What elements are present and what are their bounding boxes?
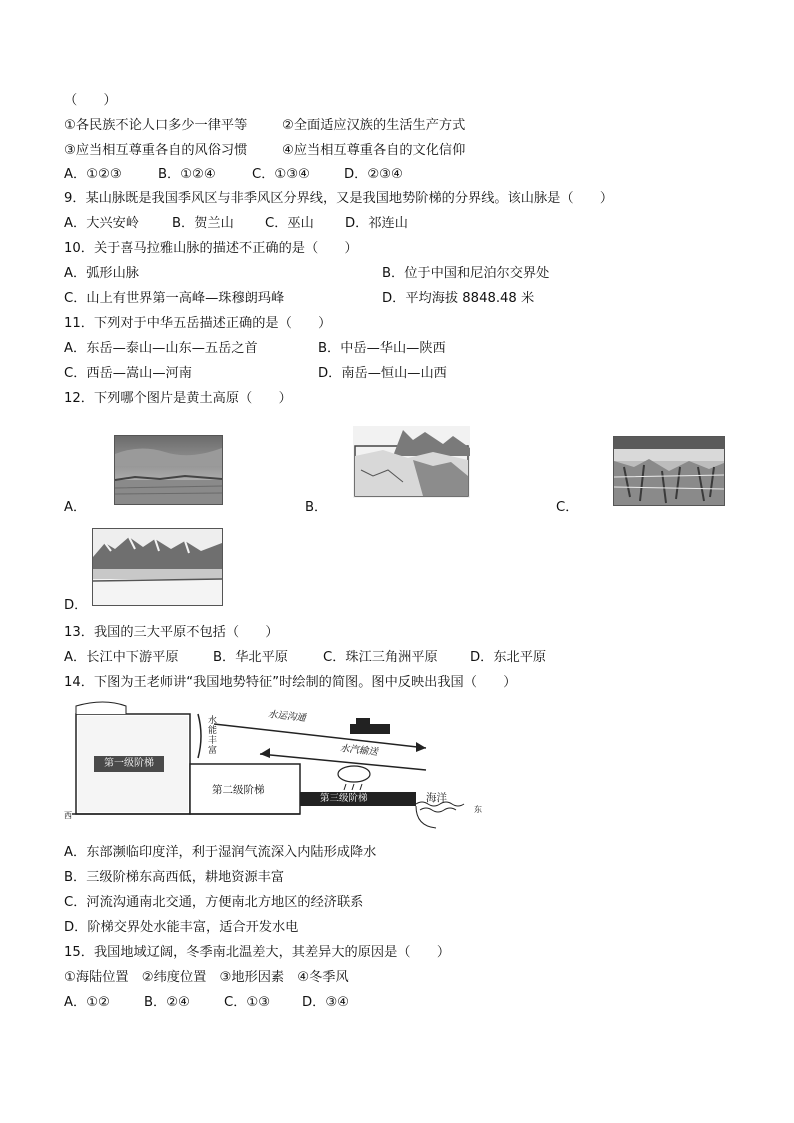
q14-label-river: 水运沟通 <box>267 709 307 724</box>
q12-label-b: B． <box>305 500 328 515</box>
q8-statement-3: ③应当相互尊重各自的风俗习惯 <box>64 143 248 158</box>
q10-stem: 10．关于喜马拉雅山脉的描述不正确的是（ ） <box>64 241 358 256</box>
q15-factors: ①海陆位置 ②纬度位置 ③地形因素 ④冬季风 <box>64 970 349 985</box>
q14-option-c: C．河流沟通南北交通，方便南北方地区的经济联系 <box>64 895 364 910</box>
q14-label-step1: 第一级阶梯 <box>104 758 154 769</box>
q14-option-d: D．阶梯交界处水能丰富，适合开发水电 <box>64 920 299 935</box>
q13-option-b: B．华北平原 <box>213 650 288 665</box>
q14-label-ocean: 海洋 <box>426 792 447 804</box>
q8-statement-4: ④应当相互尊重各自的文化信仰 <box>282 143 466 158</box>
q14-stem: 14．下图为王老师讲“我国地势特征”时绘制的简图。图中反映出我国（ ） <box>64 675 517 690</box>
q10-option-d: D．平均海拔 8848.48 米 <box>382 291 535 306</box>
q14-option-b: B．三级阶梯东高西低，耕地资源丰富 <box>64 870 285 885</box>
q8-statement-1: ①各民族不论人口多少一律平等 <box>64 118 248 133</box>
q15-option-b: B．②④ <box>144 995 190 1010</box>
q14-label-west: 西 <box>64 811 72 820</box>
q13-option-d: D．东北平原 <box>470 650 547 665</box>
q11-stem: 11．下列对于中华五岳描述正确的是（ ） <box>64 316 332 331</box>
q11-option-b: B．中岳—华山—陕西 <box>318 341 446 356</box>
q9-option-d: D．祁连山 <box>345 216 408 231</box>
q12-label-c: C． <box>556 500 579 515</box>
q12-photo-c <box>613 436 725 506</box>
q12-label-a: A． <box>64 500 87 515</box>
q12-photo-b <box>353 426 470 498</box>
q10-option-b: B．位于中国和尼泊尔交界处 <box>382 266 550 281</box>
q15-option-c: C．①③ <box>224 995 271 1010</box>
q13-option-c: C．珠江三角洲平原 <box>323 650 438 665</box>
q15-option-d: D．③④ <box>302 995 349 1010</box>
q8-option-a: A．①②③ <box>64 167 122 182</box>
q9-option-c: C．巫山 <box>265 216 314 231</box>
q8-statement-2: ②全面适应汉族的生活生产方式 <box>282 118 466 133</box>
q12-photo-d <box>92 528 223 606</box>
q10-option-c: C．山上有世界第一高峰—珠穆朗玛峰 <box>64 291 285 306</box>
q15-stem: 15．我国地域辽阔，冬季南北温差大，其差异大的原因是（ ） <box>64 945 451 960</box>
q13-stem: 13．我国的三大平原不包括（ ） <box>64 625 279 640</box>
q14-terrain-diagram <box>64 696 488 836</box>
q8-paren: （ ） <box>64 93 117 108</box>
q9-option-b: B．贺兰山 <box>172 216 234 231</box>
q14-label-step2: 第二级阶梯 <box>212 784 265 796</box>
q9-option-a: A．大兴安岭 <box>64 216 139 231</box>
q12-stem: 12．下列哪个图片是黄土高原（ ） <box>64 391 292 406</box>
q8-option-d: D．②③④ <box>344 167 403 182</box>
q12-photo-a <box>114 435 223 505</box>
q8-option-c: C．①③④ <box>252 167 310 182</box>
q12-label-d: D． <box>64 598 88 613</box>
q15-option-a: A．①② <box>64 995 110 1010</box>
q14-label-east: 东 <box>474 805 482 814</box>
q14-label-hydro: 水能丰富 <box>208 716 218 756</box>
q11-option-c: C．西岳—嵩山—河南 <box>64 366 192 381</box>
q10-option-a: A．弧形山脉 <box>64 266 139 281</box>
q14-label-vapor: 水汽输送 <box>339 743 379 758</box>
q8-option-b: B．①②④ <box>158 167 216 182</box>
q14-label-step3: 第三级阶梯 <box>320 793 368 804</box>
q13-option-a: A．长江中下游平原 <box>64 650 179 665</box>
q11-option-d: D．南岳—恒山—山西 <box>318 366 447 381</box>
q14-option-a: A．东部濒临印度洋，利于湿润气流深入内陆形成降水 <box>64 845 377 860</box>
q9-stem: 9．某山脉既是我国季风区与非季风区分界线，又是我国地势阶梯的分界线。该山脉是（ ） <box>64 191 614 206</box>
q11-option-a: A．东岳—泰山—山东—五岳之首 <box>64 341 258 356</box>
